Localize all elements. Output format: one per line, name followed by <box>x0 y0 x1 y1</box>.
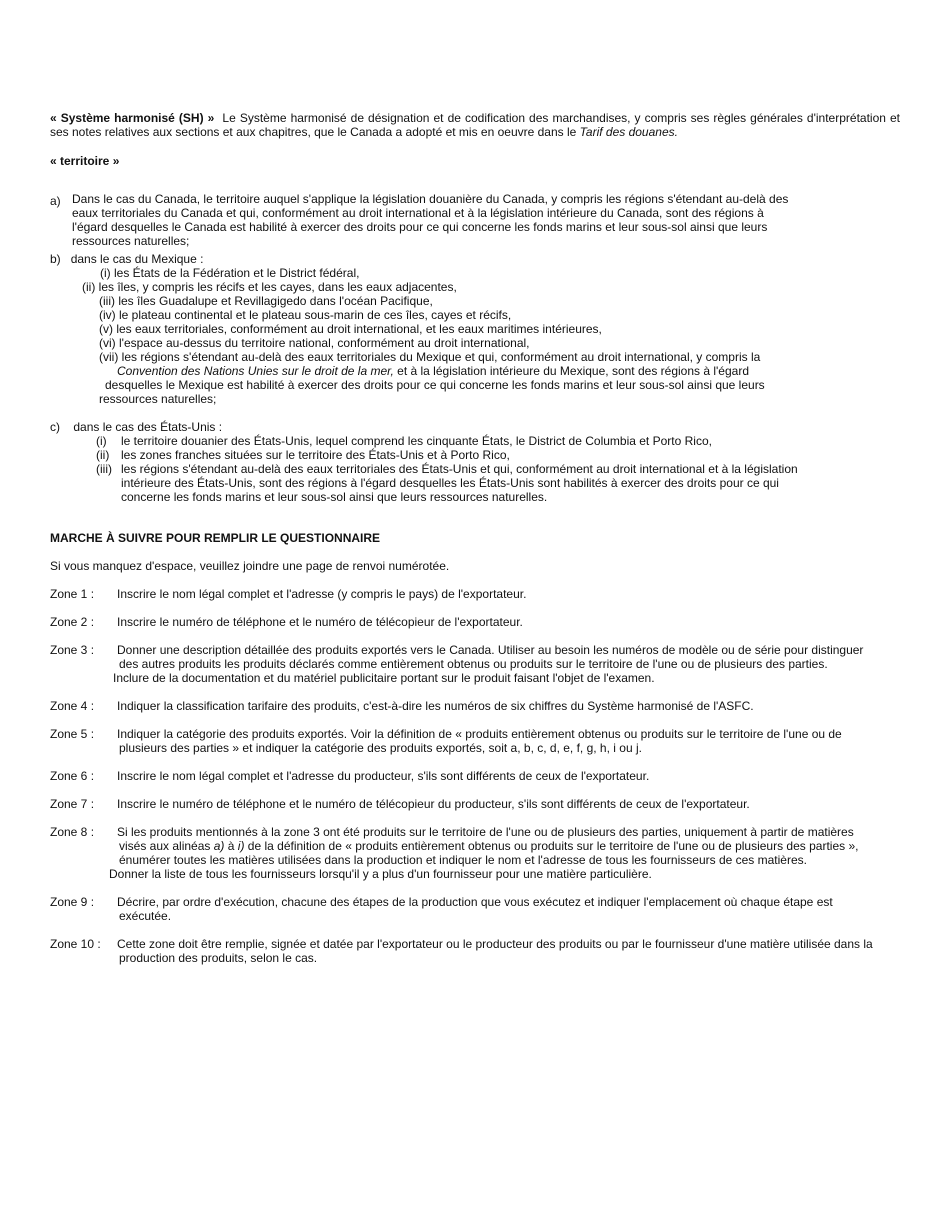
item-a-line: ressources naturelles; <box>72 234 190 248</box>
territoire-item-b <box>50 252 900 406</box>
zone-text: Décrire, par ordre d'exécution, chacune des étapes de la production que vous exécutez et indiquer l'emplacement où chaque étape est <box>117 895 833 909</box>
zone-text-italic: a) <box>213 839 225 853</box>
zone-text: Donner la liste de tous les fournisseurs lorsqu'il y a plus d'un fournisseur pour une matière particulière. <box>109 867 652 881</box>
item-b-sub: (iv) le plateau continental et le plateau sous-marin de ces îles, cayes et récifs, <box>99 308 512 322</box>
zone-9 <box>50 895 910 923</box>
zone-text: Donner une description détaillée des produits exportés vers le Canada. Utiliser au besoin les numéros de modèle ou de série pour distinguer <box>117 643 864 657</box>
territoire-item-a <box>50 192 900 248</box>
zone-label: Zone 1 : <box>50 587 95 601</box>
zone-text: Cette zone doit être remplie, signée et datée par l'exportateur ou le producteur des produits ou par le fournisseur d'une matière utilisée dans la <box>117 937 873 951</box>
zone-text-italic: i) <box>237 839 245 853</box>
definition-term-territoire: « territoire » <box>50 154 120 168</box>
zone-label: Zone 8 : <box>50 825 95 839</box>
zone-text: des autres produits les produits déclarés comme entièrement obtenus ou produits sur le territoire de l'une ou de plusieurs des parties. <box>119 657 828 671</box>
zone-text: Si les produits mentionnés à la zone 3 ont été produits sur le territoire de l'une ou de plusieurs des parties, uniquement à partir de matières <box>117 825 854 839</box>
item-b-sub: (v) les eaux territoriales, conformément au droit international, et les eaux maritimes intérieures, <box>99 322 602 336</box>
definition-term-sh: « Système harmonisé (SH) » <box>50 111 215 125</box>
zone-7 <box>50 797 910 811</box>
zone-text: Indiquer la classification tarifaire des produits, c'est-à-dire les numéros de six chiffres du Système harmonisé de l'ASFC. <box>117 699 754 713</box>
instructions-heading: MARCHE À SUIVRE POUR REMPLIR LE QUESTIONNAIRE <box>50 531 381 545</box>
definition-territoire <box>50 154 900 168</box>
zone-label: Zone 9 : <box>50 895 95 909</box>
zone-label: Zone 10 : <box>50 937 101 951</box>
instructions-section <box>50 531 900 545</box>
zone-text: Inclure de la documentation et du matériel publicitaire portant sur le produit faisant l'objet de l'examen. <box>113 671 655 685</box>
item-c-num: (ii) <box>96 448 110 462</box>
zone-text: Inscrire le nom légal complet et l'adresse du producteur, s'ils sont différents de ceux de l'exportateur. <box>117 769 650 783</box>
zone-5 <box>50 727 910 755</box>
zone-8 <box>50 825 910 881</box>
zone-text: Indiquer la catégorie des produits exportés. Voir la définition de « produits entièrement obtenus ou produits sur le territoire de l'une ou de <box>117 727 842 741</box>
item-c-sub: les régions s'étendant au-delà des eaux territoriales des États-Unis et qui, conformément au droit international et à la législation <box>121 462 798 476</box>
item-b-sub-cont: desquelles le Mexique est habilité à exercer des droits pour ce qui concerne les fonds marins et leur sous-sol ainsi que leurs <box>105 378 765 392</box>
item-a-line: Dans le cas du Canada, le territoire auquel s'applique la législation douanière du Canada, y compris les régions s'étendant au-delà des <box>72 192 789 206</box>
item-b-sub-cont: et à la législation intérieure du Mexique, sont des régions à l'égard <box>397 364 749 378</box>
item-c-sub-cont: intérieure des États-Unis, sont des régions à l'égard desquelles les États-Unis sont habilités à exercer des droits pour ce qui <box>121 476 779 490</box>
definition-text-sh-italic: Tarif des douanes. <box>579 125 678 139</box>
item-b-sub: (i) les États de la Fédération et le District fédéral, <box>100 266 360 280</box>
zone-text: exécutée. <box>119 909 172 923</box>
zone-text: à <box>227 839 235 853</box>
zone-text: plusieurs des parties » et indiquer la catégorie des produits exportés, soit a, b, c, d, e, f, g, h, i ou j. <box>119 741 642 755</box>
zone-text: de la définition de « produits entièrement obtenus ou produits sur le territoire de l'une ou de plusieurs des parties », <box>247 839 859 853</box>
zone-text: Inscrire le numéro de téléphone et le numéro de télécopieur de l'exportateur. <box>117 615 523 629</box>
item-b-sub: (vi) l'espace au-dessus du territoire national, conformément au droit international, <box>99 336 530 350</box>
zone-2 <box>50 615 910 629</box>
instructions-note: Si vous manquez d'espace, veuillez joindre une page de renvoi numérotée. <box>50 559 450 573</box>
zone-text: Inscrire le numéro de téléphone et le numéro de télécopieur du producteur, s'ils sont différents de ceux de l'exportateur. <box>117 797 750 811</box>
zone-label: Zone 3 : <box>50 643 95 657</box>
zone-6 <box>50 769 910 783</box>
zone-4 <box>50 699 910 713</box>
item-c-sub: les zones franches situées sur le territoire des États-Unis et à Porto Rico, <box>121 448 510 462</box>
zone-3 <box>50 643 910 685</box>
zone-text: production des produits, selon le cas. <box>119 951 318 965</box>
zone-label: Zone 2 : <box>50 615 95 629</box>
item-c-sub: le territoire douanier des États-Unis, lequel comprend les cinquante États, le District de Columbia et Porto Rico, <box>121 434 712 448</box>
definition-text-sh: Le Système harmonisé de désignation et de codification des marchandises, y compris ses règles générales d'interprétation et ses notes relatives aux sections et aux chapitres, que le Canada a adopté et mis en oeuvre dans le <box>50 111 900 139</box>
item-c-num: (i) <box>96 434 107 448</box>
zone-label: Zone 4 : <box>50 699 95 713</box>
item-b-intro: dans le cas du Mexique : <box>70 252 204 266</box>
zone-text: visés aux alinéas <box>119 839 211 853</box>
zone-label: Zone 6 : <box>50 769 95 783</box>
item-label-a: a) <box>50 194 61 208</box>
item-label-b: b) <box>50 252 61 266</box>
item-b-sub: (vii) les régions s'étendant au-delà des eaux territoriales du Mexique et qui, conformément au droit international, y compris la <box>99 350 761 364</box>
definition-sh <box>50 111 900 139</box>
item-label-c: c) <box>50 420 60 434</box>
item-b-sub: (ii) les îles, y compris les récifs et les cayes, dans les eaux adjacentes, <box>82 280 457 294</box>
zone-1 <box>50 587 910 601</box>
zone-10 <box>50 937 910 965</box>
zone-text: Inscrire le nom légal complet et l'adresse (y compris le pays) de l'exportateur. <box>117 587 527 601</box>
item-c-intro: dans le cas des États-Unis : <box>73 420 223 434</box>
item-b-sub-cont: ressources naturelles; <box>99 392 217 406</box>
item-c-num: (iii) <box>96 462 112 476</box>
zone-label: Zone 7 : <box>50 797 95 811</box>
item-b-sub: (iii) les îles Guadalupe et Revillagigedo dans l'océan Pacifique, <box>99 294 433 308</box>
zone-text: énumérer toutes les matières utilisées dans la production et indiquer le nom et l'adresse de tous les fournisseurs de ces matières. <box>119 853 807 867</box>
zone-label: Zone 5 : <box>50 727 95 741</box>
item-a-line: l'égard desquelles le Canada est habilité à exercer des droits pour ce qui concerne les fonds marins et leur sous-sol ainsi que leurs <box>72 220 768 234</box>
convention-title: Convention des Nations Unies sur le droit de la mer, <box>117 364 394 378</box>
item-a-line: eaux territoriales du Canada et qui, conformément au droit international et à la législation intérieure du Canada, sont des régions à <box>72 206 764 220</box>
item-c-sub-cont: concerne les fonds marins et leur sous-sol ainsi que leurs ressources naturelles. <box>121 490 548 504</box>
territoire-item-c <box>50 420 900 504</box>
